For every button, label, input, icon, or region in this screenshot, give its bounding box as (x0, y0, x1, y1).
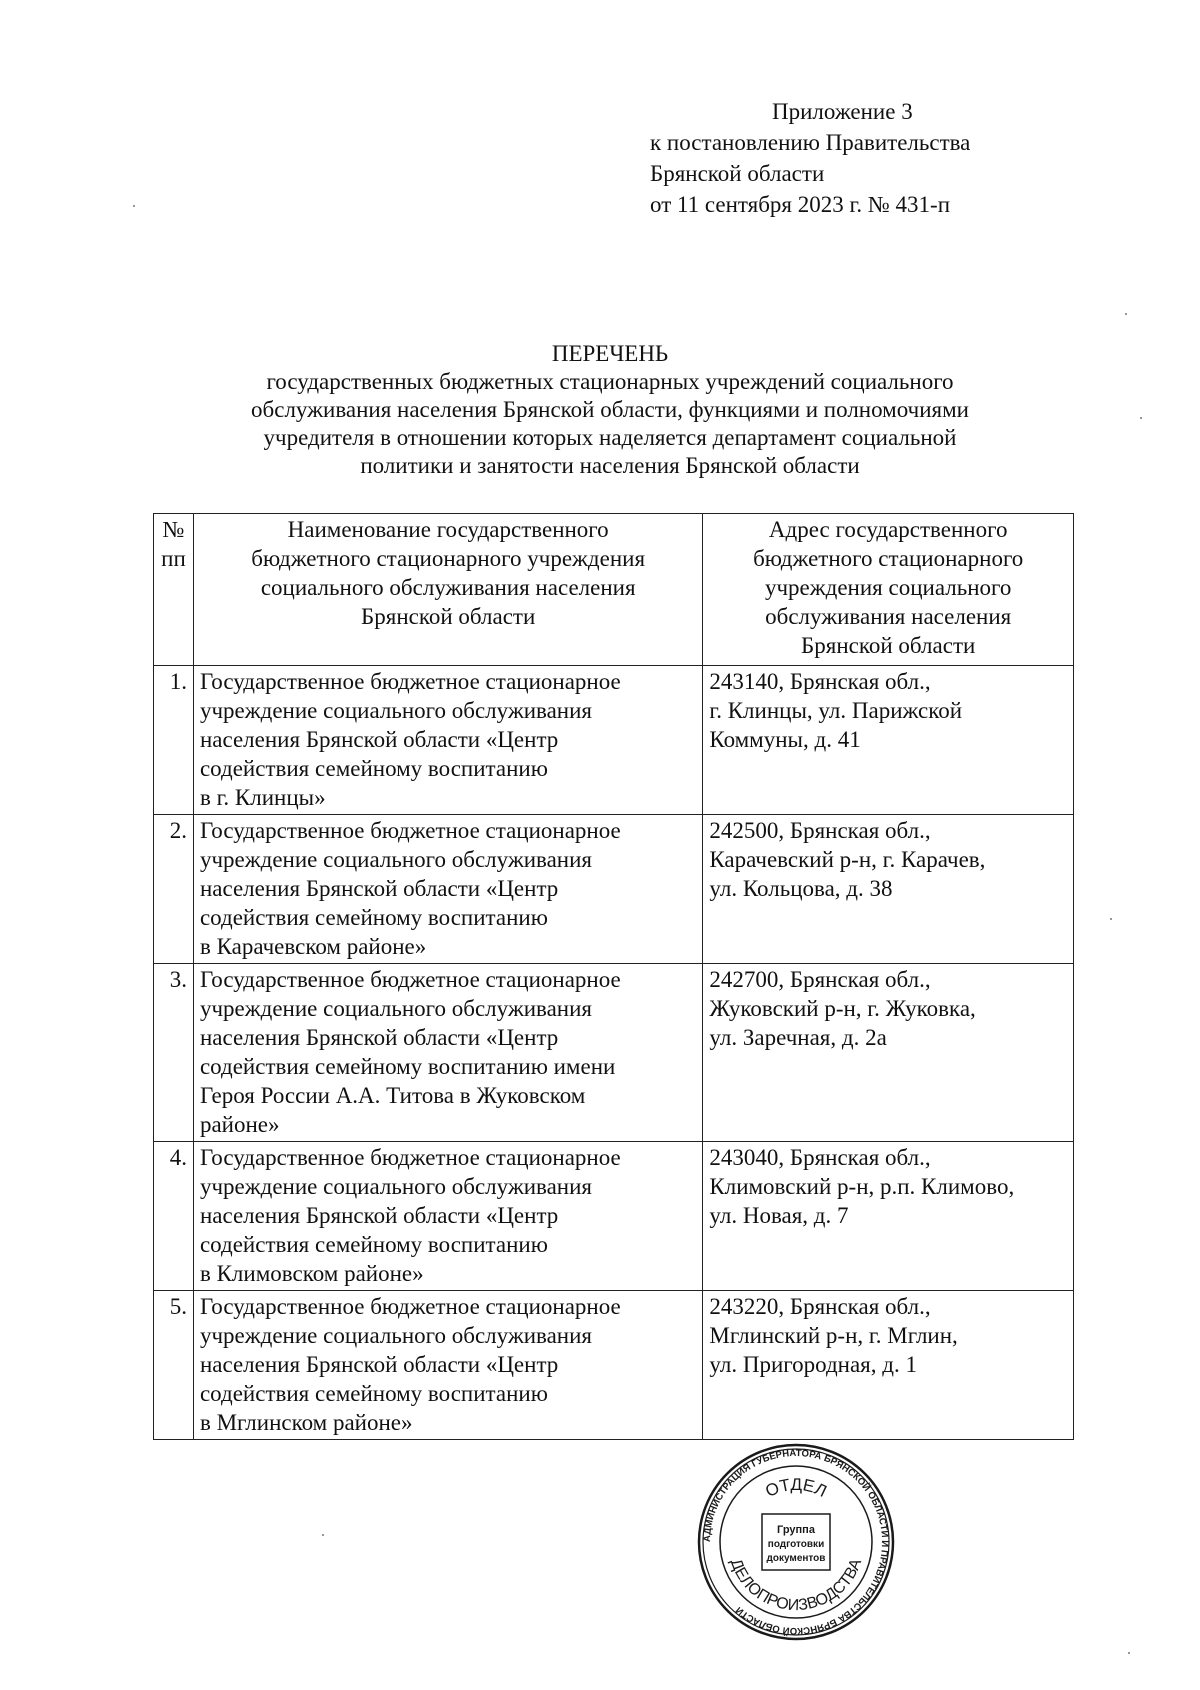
institution-name-line: Государственное бюджетное стационарное (199, 669, 621, 694)
document-title (160, 340, 1060, 480)
institution-address-line: г. Клинцы, ул. Парижской (709, 698, 963, 723)
institution-address-line: 243220, Брянская обл., (709, 1294, 931, 1319)
institution-name-line: учреждение социального обслуживания (199, 847, 592, 872)
header-number: № пп (154, 514, 194, 666)
institution-address (703, 964, 1074, 1142)
table-header-row (154, 514, 1074, 666)
institution-address (703, 1142, 1074, 1291)
seal-center-line: подготовки (767, 1539, 825, 1550)
scan-speck (1140, 417, 1142, 419)
institution-name-line: в г. Клинцы» (199, 785, 326, 810)
scan-speck (1110, 918, 1112, 920)
appendix-number: Приложение 3 (772, 99, 913, 124)
row-number: 4. (154, 1142, 194, 1291)
row-number: 2. (154, 815, 194, 964)
institution-name (193, 1291, 702, 1440)
seal-top-arc-text: ОТДЕЛ (762, 1474, 830, 1501)
table-row (154, 1291, 1074, 1440)
scan-speck (322, 1534, 324, 1536)
office-seal (696, 1442, 896, 1642)
appendix-reference: к постановлению Правительства (650, 130, 971, 155)
institution-address-line: ул. Пригородная, д. 1 (709, 1352, 917, 1377)
table-row (154, 1142, 1074, 1291)
institution-address-line: ул. Новая, д. 7 (709, 1203, 849, 1228)
header-name: Наименование государственного бюджетного стационарного учреждения социального обслуживания населения Брянской области (193, 514, 702, 666)
institution-name-line: населения Брянской области «Центр (199, 1352, 559, 1377)
institution-name (193, 964, 702, 1142)
institution-name-line: районе» (199, 1112, 280, 1137)
table-body (154, 666, 1074, 1440)
title-subtitle-line: учредителя в отношении которых наделяется департамент социальной (263, 425, 957, 450)
title-heading: ПЕРЕЧЕНЬ (551, 341, 669, 366)
institution-name (193, 815, 702, 964)
scan-speck (1128, 1652, 1130, 1654)
title-subtitle-line: обслуживания населения Брянской области, функциями и полномочиями (251, 397, 969, 422)
institution-address-line: Коммуны, д. 41 (709, 727, 861, 752)
institution-name-line: Государственное бюджетное стационарное (199, 818, 621, 843)
institution-address-line: ул. Заречная, д. 2а (709, 1025, 887, 1050)
institution-address-line: Жуковский р-н, г. Жуковка, (709, 996, 976, 1021)
institution-name-line: Государственное бюджетное стационарное (199, 967, 621, 992)
institution-address-line: Карачевский р-н, г. Карачев, (709, 847, 986, 872)
table-row (154, 815, 1074, 964)
appendix-header (650, 96, 970, 220)
institution-name (193, 666, 702, 815)
seal-center-line: Группа (777, 1524, 815, 1536)
institution-address-line: 242500, Брянская обл., (709, 818, 931, 843)
row-number: 1. (154, 666, 194, 815)
institution-name-line: в Мглинском районе» (199, 1410, 413, 1435)
title-subtitle-line: государственных бюджетных стационарных учреждений социального (266, 369, 954, 394)
header-address: Адрес государственного бюджетного стационарного учреждения социального обслуживания населения Брянской области (703, 514, 1074, 666)
institution-address-line: 243040, Брянская обл., (709, 1145, 931, 1170)
institution-address (703, 815, 1074, 964)
seal-outer-text: АДМИНИСТРАЦИЯ ГУБЕРНАТОРА БРЯНСКОЙ ОБЛАСТИ И ПРАВИТЕЛЬСТВА БРЯНСКОЙ ОБЛАСТИ (701, 1447, 891, 1637)
institution-name-line: населения Брянской области «Центр (199, 727, 559, 752)
table-row (154, 964, 1074, 1142)
institution-name-line: содействия семейному воспитанию (199, 905, 548, 930)
institution-name-line: населения Брянской области «Центр (199, 1025, 559, 1050)
institution-name-line: содействия семейному воспитанию (199, 756, 548, 781)
institution-name-line: содействия семейному воспитанию (199, 1232, 548, 1257)
institution-name-line: учреждение социального обслуживания (199, 1323, 592, 1348)
row-number: 5. (154, 1291, 194, 1440)
institution-address (703, 1291, 1074, 1440)
title-subtitle-line: политики и занятости населения Брянской области (360, 453, 860, 478)
institution-name-line: в Климовском районе» (199, 1261, 424, 1286)
institution-name-line: учреждение социального обслуживания (199, 698, 592, 723)
table-row (154, 666, 1074, 815)
institution-name-line: в Карачевском районе» (199, 934, 427, 959)
institution-name-line: Героя России А.А. Титова в Жуковском (199, 1083, 586, 1108)
institution-address-line: Климовский р-н, р.п. Климово, (709, 1174, 1015, 1199)
scan-speck (1125, 313, 1127, 315)
institution-name-line: населения Брянской области «Центр (199, 876, 559, 901)
institution-name-line: содействия семейному воспитанию имени (199, 1054, 616, 1079)
appendix-date-number: от 11 сентября 2023 г. № 431-п (650, 192, 951, 217)
seal-bottom-arc-text: ДЕЛОПРОИЗВОДСТВА (726, 1556, 866, 1615)
institution-name-line: населения Брянской области «Центр (199, 1203, 559, 1228)
seal-center-line: документов (766, 1553, 826, 1564)
institutions-table (153, 513, 1074, 1440)
institution-address-line: 242700, Брянская обл., (709, 967, 931, 992)
institution-name-line: Государственное бюджетное стационарное (199, 1294, 621, 1319)
row-number: 3. (154, 964, 194, 1142)
scan-speck (133, 205, 135, 207)
institution-name-line: содействия семейному воспитанию (199, 1381, 548, 1406)
institution-name-line: учреждение социального обслуживания (199, 1174, 592, 1199)
institution-name-line: Государственное бюджетное стационарное (199, 1145, 621, 1170)
institution-address-line: Мглинский р-н, г. Мглин, (709, 1323, 958, 1348)
institution-name-line: учреждение социального обслуживания (199, 996, 592, 1021)
institution-address-line: ул. Кольцова, д. 38 (709, 876, 893, 901)
institution-address-line: 243140, Брянская обл., (709, 669, 931, 694)
appendix-region: Брянской области (650, 161, 825, 186)
institution-name (193, 1142, 702, 1291)
institution-address (703, 666, 1074, 815)
